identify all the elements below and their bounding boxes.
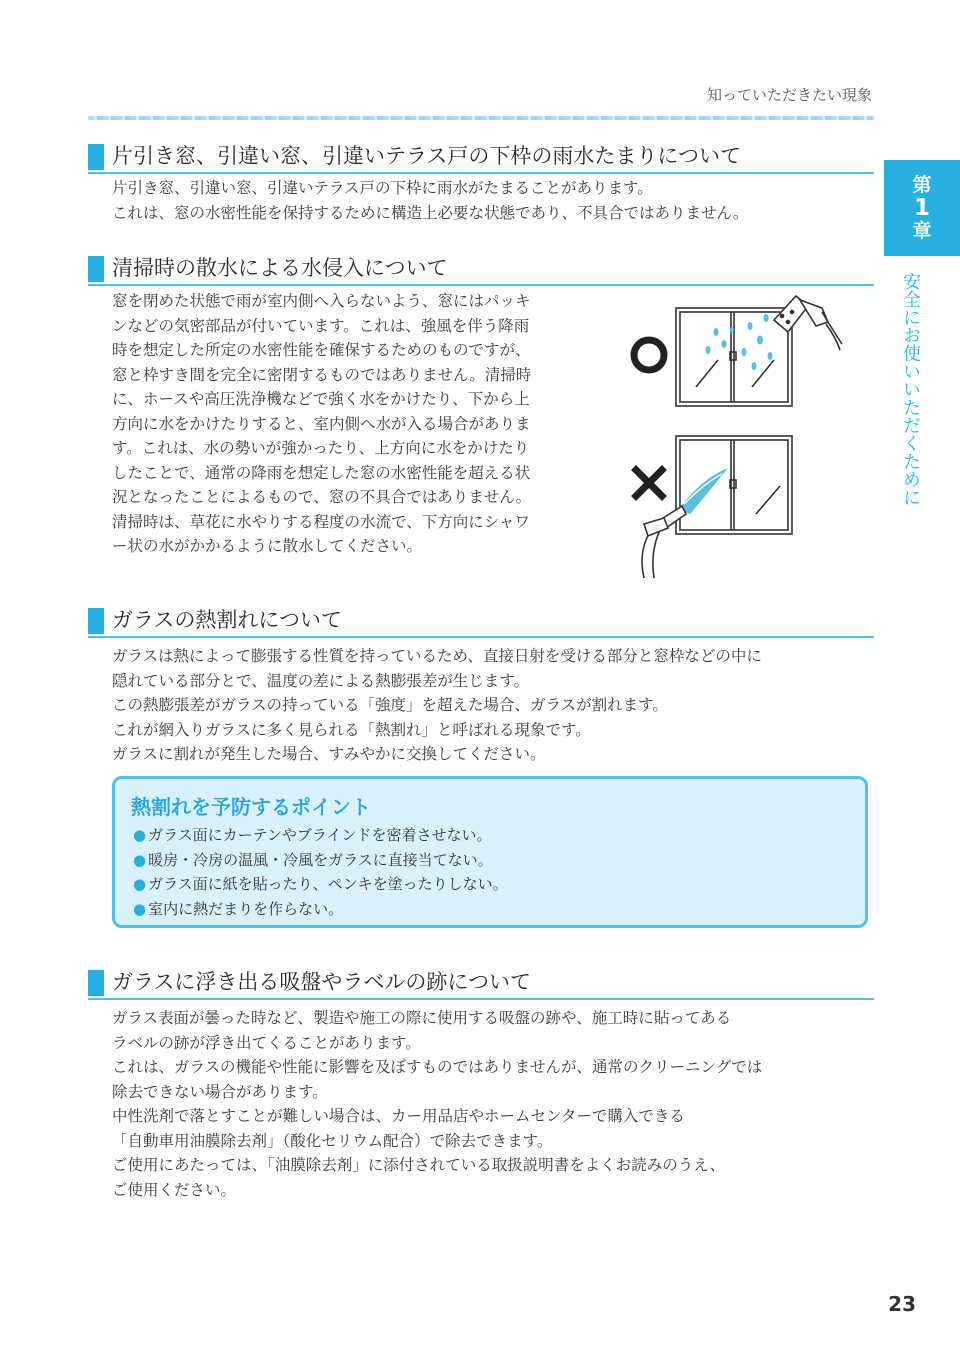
body-line: 「自動車用油膜除去剤」（酸化セリウム配合）で除去できます。 bbox=[112, 1131, 553, 1150]
water-drops-icon bbox=[706, 314, 773, 370]
heading-marker bbox=[88, 970, 104, 996]
chapter-label-bottom: 章 bbox=[912, 220, 932, 242]
window-bottom-icon bbox=[676, 436, 792, 534]
body-line: 片引き窓、引違い窓、引違いテラス戸の下枠に雨水がたまることがあります。 bbox=[112, 179, 653, 197]
body-line: す。これは、水の勢いが強かったり、上方向に水をかけたり bbox=[112, 439, 530, 457]
body-line: 方向に水をかけたりすると、室内側へ水が入る場合がありま bbox=[112, 414, 531, 433]
body-line: 清掃時は、草花に水やりする程度の水流で、下方向にシャワ bbox=[112, 512, 530, 531]
bullet-icon: ● bbox=[133, 899, 147, 918]
section-body-water-intrusion bbox=[112, 289, 531, 559]
body-line: 隠れている部分とで、温度の差による熱膨張差が生じます。 bbox=[112, 671, 529, 690]
section-body-thermal-crack bbox=[112, 644, 762, 767]
heading-marker bbox=[88, 256, 104, 282]
list-item-text: ガラス面に紙を貼ったり、ペンキを塗ったりしない。 bbox=[148, 875, 508, 893]
list-item bbox=[133, 872, 508, 897]
chapter-subtitle: 安全にお使いいただくために bbox=[900, 272, 921, 506]
section-heading-rainwater bbox=[88, 142, 874, 174]
bullet-icon: ● bbox=[133, 826, 147, 844]
section-heading-thermal-crack bbox=[88, 606, 874, 638]
bullet-icon: ● bbox=[133, 850, 147, 869]
window-top-icon bbox=[676, 308, 792, 406]
body-line: この熱膨張差がガラスの持っている「強度」を超えた場合、ガラスが割れます。 bbox=[112, 696, 668, 714]
body-line: したことで、通常の降雨を想定した窓の水密性能を超える状 bbox=[112, 463, 531, 482]
body-line: ンなどの気密部品が付いています。これは、強風を伴う降雨 bbox=[112, 316, 530, 335]
ok-mark-icon bbox=[634, 340, 664, 370]
body-line: ラベルの跡が浮き出てくることがあります。 bbox=[112, 1033, 421, 1052]
body-line: 中性洗剤で落とすことが難しい場合は、カー用品店やホームセンターで購入できる bbox=[112, 1107, 685, 1125]
body-line: ご使用ください。 bbox=[112, 1180, 237, 1199]
body-line: これが網入りガラスに多く見られる「熱割れ」と呼ばれる現象です。 bbox=[112, 720, 591, 739]
body-line: これは、窓の水密性能を保持するために構造上必要な状態であり、不具合ではありません。 bbox=[112, 203, 749, 222]
body-line: ご使用にあたっては、「油膜除去剤」に添付されている取扱説明書をよくお読みのうえ、 bbox=[112, 1156, 726, 1174]
body-line: ガラスに割れが発生した場合、すみやかに交換してください。 bbox=[112, 745, 546, 763]
ng-mark-icon bbox=[636, 470, 662, 496]
body-line: ー状の水がかかるように散水してください。 bbox=[112, 537, 423, 555]
window-watering-illustration bbox=[620, 282, 850, 582]
body-line: 窓を閉めた状態で雨が室内側へ入らないよう、窓にはパッキ bbox=[112, 292, 531, 310]
prevention-callout bbox=[112, 776, 868, 928]
section-heading-suction-marks bbox=[88, 968, 874, 1000]
section-title: 清掃時の散水による水侵入について bbox=[112, 256, 448, 280]
body-line: 時を想定した所定の水密性能を確保するためのものですが、 bbox=[112, 341, 531, 359]
body-line: に、ホースや高圧洗浄機などで強く水をかけたり、下から上 bbox=[112, 390, 530, 408]
body-line: これは、ガラスの機能や性能に影響を及ぼすものではありませんが、通常のクリーニングでは bbox=[112, 1058, 763, 1076]
section-body-rainwater bbox=[112, 176, 748, 225]
heading-marker bbox=[88, 608, 104, 634]
running-header: 知っていただきたい現象 bbox=[706, 86, 872, 104]
section-title: 片引き窓、引違い窓、引違いテラス戸の下枠の雨水たまりについて bbox=[112, 144, 741, 168]
chapter-tab bbox=[884, 160, 960, 256]
bullet-icon: ● bbox=[133, 875, 147, 893]
list-item bbox=[133, 823, 508, 848]
heading-marker bbox=[88, 144, 104, 170]
list-item bbox=[133, 897, 508, 922]
body-line: ガラス表面が曇った時など、製造や施工の際に使用する吸盤の跡や、施工時に貼ってある bbox=[112, 1009, 732, 1027]
shower-head-icon bbox=[774, 296, 842, 350]
list-item-text: 暖房・冷房の温風・冷風をガラスに直接当てない。 bbox=[148, 850, 493, 869]
list-item-text: 室内に熱だまりを作らない。 bbox=[148, 899, 344, 918]
chapter-label-top: 第 bbox=[912, 174, 932, 196]
list-item bbox=[133, 848, 508, 873]
header-rule bbox=[88, 116, 874, 120]
callout-list bbox=[133, 823, 508, 921]
page-number: 23 bbox=[888, 1292, 916, 1316]
list-item-text: ガラス面にカーテンやブラインドを密着させない。 bbox=[148, 826, 492, 844]
chapter-number: 1 bbox=[913, 195, 930, 221]
body-line: 況となったことによるもので、窓の不具合ではありません。 bbox=[112, 488, 532, 506]
body-line: 窓と枠すき間を完全に密閉するものではありません。清掃時 bbox=[112, 365, 532, 384]
section-title: ガラスの熱割れについて bbox=[112, 608, 342, 632]
section-body-suction-marks bbox=[112, 1006, 762, 1202]
body-line: 除去できない場合があります。 bbox=[112, 1082, 328, 1101]
callout-title: 熱割れを予防するポイント bbox=[131, 795, 371, 819]
section-title: ガラスに浮き出る吸盤やラベルの跡について bbox=[112, 970, 531, 994]
body-line: ガラスは熱によって膨張する性質を持っているため、直接日射を受ける部分と窓枠などの中に bbox=[112, 647, 762, 665]
